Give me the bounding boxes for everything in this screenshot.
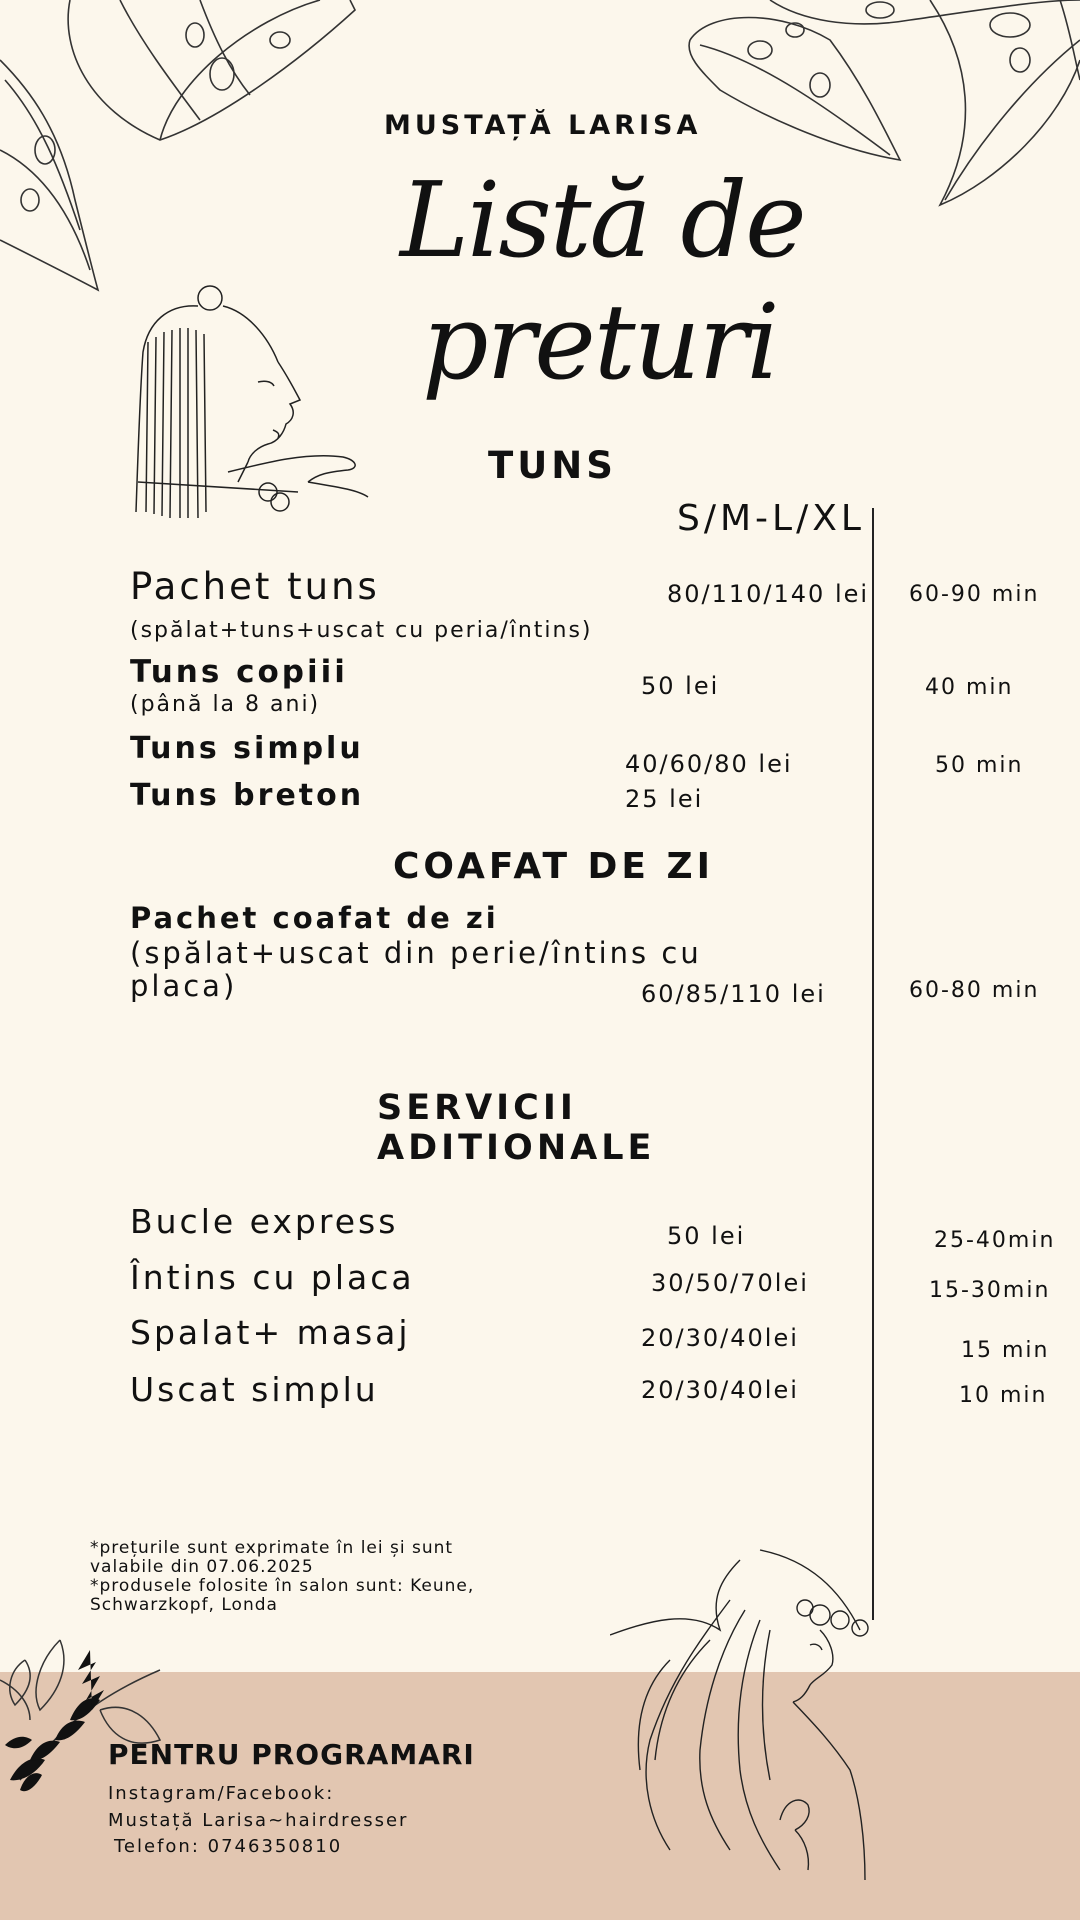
- flowing-hair-woman-illustration: [610, 1540, 930, 1900]
- pachet-tuns-name: Pachet tuns: [130, 565, 380, 608]
- service-item-name: Bucle express: [130, 1202, 399, 1241]
- tuns-copii-name: Tuns copiii: [130, 654, 348, 690]
- footer-title: PENTRU PROGRAMARI: [108, 1738, 475, 1771]
- pachet-tuns-detail: (spălat+tuns+uscat cu peria/întins): [130, 618, 593, 643]
- pachet-tuns-time: 60-90 min: [909, 582, 1040, 607]
- tuns-simplu-name: Tuns simplu: [130, 731, 364, 766]
- section-title-servicii-line2: ADITIONALE: [377, 1128, 656, 1168]
- footer-phone[interactable]: Telefon: 0746350810: [114, 1836, 343, 1857]
- pachet-coafat-detail-line1: (spălat+uscat din perie/întins cu: [130, 936, 702, 970]
- page-title-line2: preturi: [422, 281, 778, 403]
- pachet-coafat-price: 60/85/110 lei: [641, 980, 826, 1008]
- section-title-servicii-line1: SERVICII: [377, 1088, 577, 1128]
- tuns-breton-price: 25 lei: [625, 785, 704, 813]
- page-title-line1: Listă de: [400, 159, 805, 281]
- tuns-copii-time: 40 min: [925, 675, 1014, 700]
- service-item-time: 15 min: [961, 1338, 1050, 1363]
- tuns-copii-detail: (până la 8 ani): [130, 692, 321, 717]
- service-item-time: 25-40min: [934, 1228, 1056, 1253]
- pachet-tuns-price: 80/110/140 lei: [667, 580, 870, 608]
- tuns-simplu-price: 40/60/80 lei: [625, 750, 793, 778]
- haircut-woman-illustration: [128, 282, 378, 532]
- section-title-coafat: COAFAT DE ZI: [393, 846, 715, 887]
- size-header: S/M-L/XL: [677, 498, 865, 539]
- tuns-simplu-time: 50 min: [935, 753, 1024, 778]
- service-item-price: 20/30/40lei: [641, 1376, 799, 1404]
- service-item-name: Întins cu placa: [130, 1258, 415, 1297]
- footer-social-handle[interactable]: Mustață Larisa~hairdresser: [108, 1810, 409, 1831]
- service-item-price: 30/50/70lei: [651, 1269, 809, 1297]
- tuns-copii-price: 50 lei: [641, 672, 720, 700]
- column-divider: [872, 508, 874, 1620]
- section-title-tuns: TUNS: [488, 444, 617, 487]
- leaf-branch-bottom-left-icon: [0, 1610, 170, 1800]
- monstera-leaf-top-left-icon: [0, 0, 370, 300]
- pachet-coafat-detail-line2: placa): [130, 969, 238, 1003]
- service-item-name: Uscat simplu: [130, 1370, 379, 1409]
- service-item-price: 20/30/40lei: [641, 1324, 799, 1352]
- note-line1: *prețurile sunt exprimate în lei și sunt: [90, 1538, 454, 1558]
- pachet-coafat-time: 60-80 min: [909, 978, 1040, 1003]
- service-item-name: Spalat+ masaj: [130, 1313, 411, 1352]
- service-item-price: 50 lei: [667, 1222, 746, 1250]
- note-line3: *produsele folosite în salon sunt: Keune,: [90, 1576, 475, 1596]
- note-line4: Schwarzkopf, Londa: [90, 1595, 278, 1615]
- pachet-coafat-name: Pachet coafat de zi: [130, 901, 499, 935]
- service-item-time: 15-30min: [929, 1278, 1051, 1303]
- footer-social-label: Instagram/Facebook:: [108, 1783, 335, 1804]
- tuns-breton-name: Tuns breton: [130, 778, 365, 813]
- brand-name: MUSTAȚĂ LARISA: [384, 110, 702, 141]
- note-line2: valabile din 07.06.2025: [90, 1557, 314, 1577]
- service-item-time: 10 min: [959, 1383, 1048, 1408]
